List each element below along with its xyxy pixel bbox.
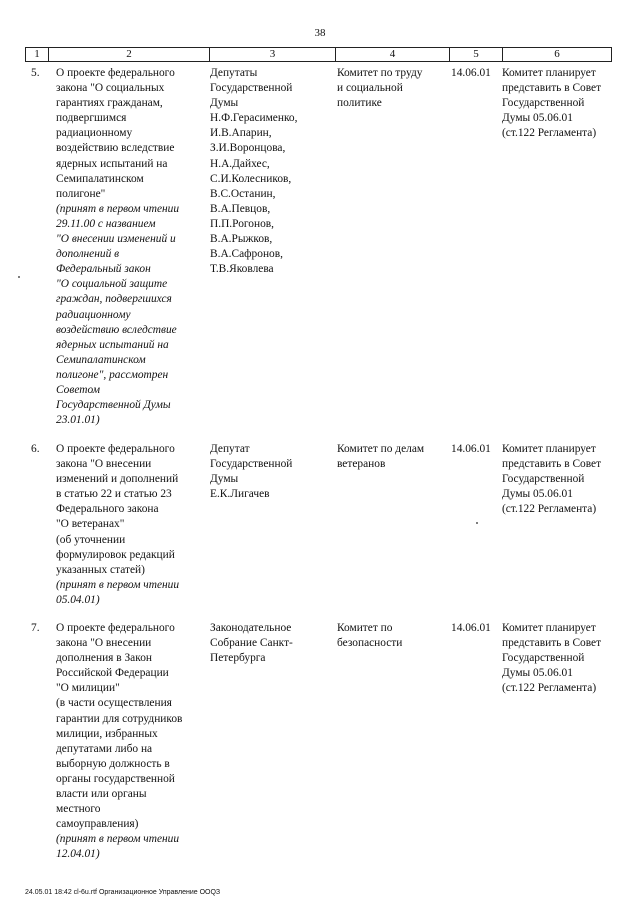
committee-line: политике	[337, 97, 382, 110]
title-line: изменений и дополнений	[56, 473, 179, 486]
bill-author	[210, 442, 332, 502]
plan-line: Государственной	[502, 473, 585, 486]
title-line: радиационному	[56, 127, 133, 140]
column-header-3: 3	[210, 48, 336, 62]
author-line: Государственной	[210, 458, 293, 471]
reading-note-line: полигоне", рассмотрен	[56, 368, 169, 381]
page-footer: 24.05.01 18:42 cl-6u.rtf Организационное Управление ООQЗ	[25, 889, 221, 896]
reading-note-line: (принят в первом чтении	[56, 578, 180, 591]
committee-plan	[502, 66, 614, 141]
review-date: 14.06.01	[451, 622, 491, 634]
plan-line: Думы 05.06.01	[502, 488, 573, 501]
author-line: Депутат	[210, 443, 250, 455]
row-number: 7.	[31, 622, 40, 634]
title-line: Федерального закона	[56, 503, 159, 516]
reading-note-line: (принят в первом чтении	[56, 202, 180, 215]
reading-note-line: "О внесении изменений и	[56, 233, 176, 246]
page-number: 38	[314, 27, 326, 39]
reading-note-line: Советом	[56, 383, 100, 396]
title-line: Семипалатинском	[56, 172, 144, 185]
column-header-row	[26, 48, 612, 62]
column-header-5: 5	[450, 48, 503, 62]
author-line: Н.А.Дайхес,	[210, 157, 270, 170]
reading-note-line: Федеральный закон	[56, 263, 151, 276]
title-line: милиции, избранных	[56, 727, 158, 740]
title-line: закона "О внесении	[56, 637, 152, 650]
title-line: подвергшимся	[56, 112, 127, 125]
plan-line: (ст.122 Регламента)	[502, 682, 597, 695]
plan-line: Комитет планирует	[502, 67, 596, 79]
plan-line: Государственной	[502, 652, 585, 665]
author-line: С.И.Колесников,	[210, 172, 292, 185]
committee-line: Комитет по	[337, 622, 393, 634]
plan-line: (ст.122 Регламента)	[502, 127, 597, 140]
committee-line: Комитет по труду	[337, 67, 423, 79]
title-line: гарантиях гражданам,	[56, 97, 163, 110]
plan-line: Думы 05.06.01	[502, 667, 573, 680]
author-line: П.П.Рогонов,	[210, 217, 274, 230]
title-line: (в части осуществления	[56, 697, 172, 710]
committee-line: безопасности	[337, 637, 403, 650]
author-line: В.А.Сафронов,	[210, 248, 283, 261]
title-line: закона "О социальных	[56, 82, 165, 95]
title-line: гарантии для сотрудников	[56, 712, 183, 725]
title-line: органы государственной	[56, 772, 175, 785]
bill-title	[56, 442, 214, 608]
column-header-2: 2	[49, 48, 210, 62]
author-line: Депутаты	[210, 67, 258, 79]
author-line: Н.Ф.Герасименко,	[210, 112, 298, 125]
title-line: "О ветеранах"	[56, 518, 125, 531]
responsible-committee	[337, 621, 449, 651]
title-line: ядерных испытаний на	[56, 157, 168, 170]
column-header-1: 1	[26, 48, 49, 62]
column-header-table	[25, 47, 612, 62]
column-header-6: 6	[503, 48, 612, 62]
reading-note-line: (принят в первом чтении	[56, 833, 180, 846]
bill-author	[210, 621, 332, 666]
committee-line: ветеранов	[337, 458, 386, 471]
reading-note-line: радиационному	[56, 308, 131, 321]
reading-note-line: Семипалатинском	[56, 353, 146, 366]
author-line: Е.К.Лигачев	[210, 488, 270, 501]
plan-line: Комитет планирует	[502, 443, 596, 455]
title-line: в статью 22 и статью 23	[56, 488, 172, 501]
reading-note-line: дополнений в	[56, 248, 120, 261]
title-line: О проекте федерального	[56, 67, 175, 79]
reading-note-line: 05.04.01)	[56, 593, 100, 606]
committee-plan	[502, 442, 614, 517]
title-line: Российской Федерации	[56, 667, 169, 680]
title-line: О проекте федерального	[56, 443, 175, 455]
committee-line: и социальной	[337, 82, 403, 95]
plan-line: Думы 05.06.01	[502, 112, 573, 125]
bill-author	[210, 66, 332, 277]
review-date: 14.06.01	[451, 443, 491, 455]
scan-speck	[18, 276, 20, 278]
author-line: З.И.Воронцова,	[210, 142, 286, 155]
title-line: выборную должность в	[56, 757, 170, 770]
author-line: Петербурга	[210, 652, 266, 665]
reading-note-line: граждан, подвергшихся	[56, 293, 172, 306]
responsible-committee	[337, 66, 449, 111]
plan-line: (ст.122 Регламента)	[502, 503, 597, 516]
author-line: В.С.Останин,	[210, 187, 276, 200]
author-line: В.А.Рыжков,	[210, 233, 273, 246]
author-line: В.А.Певцов,	[210, 202, 271, 215]
title-line: "О милиции"	[56, 682, 120, 695]
committee-line: Комитет по делам	[337, 443, 425, 455]
reading-note-line: воздействию вследствие	[56, 323, 177, 336]
author-line: И.В.Апарин,	[210, 127, 272, 140]
committee-plan	[502, 621, 614, 696]
title-line: депутатами либо на	[56, 742, 153, 755]
column-header-4: 4	[336, 48, 450, 62]
author-line: Думы	[210, 473, 239, 486]
title-line: формулировок редакций	[56, 548, 175, 561]
scan-speck	[476, 522, 478, 524]
row-number: 5.	[31, 67, 40, 79]
reading-note-line: ядерных испытаний на	[56, 338, 169, 351]
author-line: Законодательное	[210, 622, 292, 634]
row-number: 6.	[31, 443, 40, 455]
reading-note-line: 12.04.01)	[56, 848, 100, 861]
bill-title	[56, 621, 214, 863]
title-line: воздействию вследствие	[56, 142, 175, 155]
title-line: полигоне"	[56, 187, 106, 200]
author-line: Государственной	[210, 82, 293, 95]
reading-note-line: 29.11.00 с названием	[56, 217, 156, 230]
title-line: закона "О внесении	[56, 458, 152, 471]
reading-note-line: Государственной Думы	[56, 399, 171, 412]
reading-note-line: "О социальной защите	[56, 278, 168, 291]
author-line: Т.В.Яковлева	[210, 263, 274, 276]
title-line: самоуправления)	[56, 818, 139, 831]
title-line: власти или органы	[56, 788, 147, 801]
plan-line: Комитет планирует	[502, 622, 596, 634]
review-date: 14.06.01	[451, 67, 491, 79]
responsible-committee	[337, 442, 449, 472]
plan-line: представить в Совет	[502, 458, 602, 471]
title-line: указанных статей)	[56, 563, 145, 576]
plan-line: представить в Совет	[502, 637, 602, 650]
title-line: О проекте федерального	[56, 622, 175, 634]
title-line: местного	[56, 803, 101, 816]
reading-note-line: 23.01.01)	[56, 414, 100, 427]
author-line: Собрание Санкт-	[210, 637, 293, 650]
title-line: дополнения в Закон	[56, 652, 152, 665]
plan-line: представить в Совет	[502, 82, 602, 95]
plan-line: Государственной	[502, 97, 585, 110]
title-line: (об уточнении	[56, 533, 126, 546]
author-line: Думы	[210, 97, 239, 110]
bill-title	[56, 66, 214, 428]
